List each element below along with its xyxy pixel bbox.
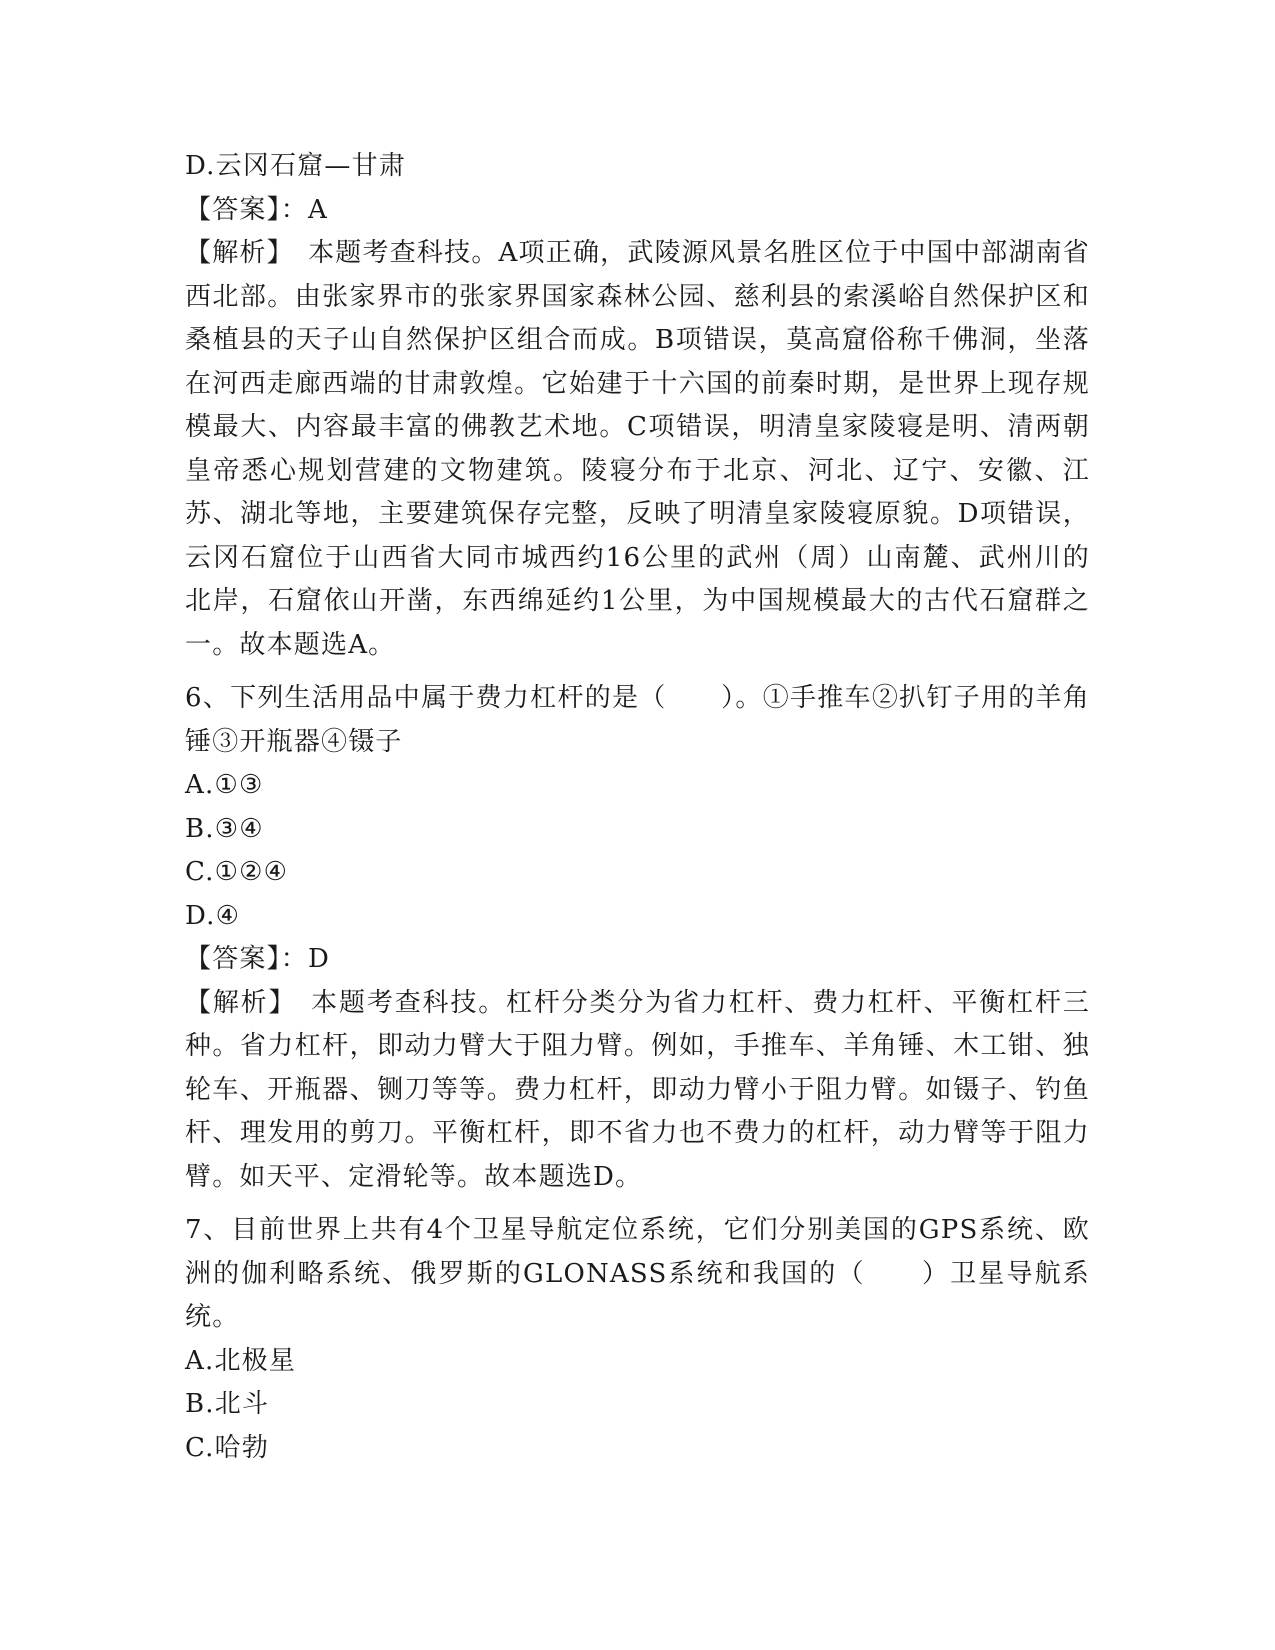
document-page [185,145,1090,1470]
question-7 [185,1209,1090,1470]
option-c: C.哈勃 [185,1432,270,1463]
answer: 【答案】：D [185,944,331,974]
question-5-tail [185,145,1090,667]
spacer [185,667,1090,677]
analysis: 【解析】 本题考查科技。A项正确，武陵源风景名胜区位于中国中部湖南省西北部。由张家界市的张家界国家森林公园、慈利县的索溪峪自然保护区和桑植县的天子山自然保护区组合而成。B项错误，莫高窟俗称千佛洞，坐落在河西走廊西端的甘肃敦煌。它始建于十六国的前秦时期，是世界上现存规模最大、内容最丰富的佛教艺术地。C项错误，明清皇家陵寝是明、清两朝皇帝悉心规划营建的文物建筑。陵寝分布于北京、河北、辽宁、安徽、江苏、湖北等地，主要建筑保存完整，反映了明清皇家陵寝原貌。D项错误，云冈石窟位于山西省大同市城西约16公里的武州（周）山南麓、武州川的北岸，石窟依山开凿，东西绵延约1公里，为中国规模最大的古代石窟群之一。故本题选A。 [185,238,1090,660]
option-d: D.④ [185,900,241,931]
spacer [185,1199,1090,1209]
option-a: A.北极星 [185,1345,297,1376]
answer: 【答案】：A [185,194,328,225]
analysis: 【解析】 本题考查科技。杠杆分类分为省力杠杆、费力杠杆、平衡杠杆三种。省力杠杆，即动力臂大于阻力臂。例如，手推车、羊角锤、木工钳、独轮车、开瓶器、铡刀等等。费力杠杆，即动力臂小于阻力臂。如镊子、钓鱼杆、理发用的剪刀。平衡杠杆，即不省力也不费力的杠杆，动力臂等于阻力臂。如天平、定滑轮等。故本题选D。 [185,987,1090,1192]
option-b: B.③④ [185,813,264,844]
option-d: D.云冈石窟—甘肃 [185,151,406,181]
question-text: 6、下列生活用品中属于费力杠杆的是（ ）。①手推车②扒钉子用的羊角锤③开瓶器④镊子 [185,683,1090,757]
option-c: C.①②④ [185,857,289,887]
option-a: A.①③ [185,770,264,800]
option-b: B.北斗 [185,1389,270,1419]
question-6 [185,677,1090,1199]
question-text: 7、目前世界上共有4个卫星导航定位系统，它们分别美国的GPS系统、欧洲的伽利略系统、俄罗斯的GLONASS系统和我国的（ ）卫星导航系统。 [185,1215,1090,1332]
